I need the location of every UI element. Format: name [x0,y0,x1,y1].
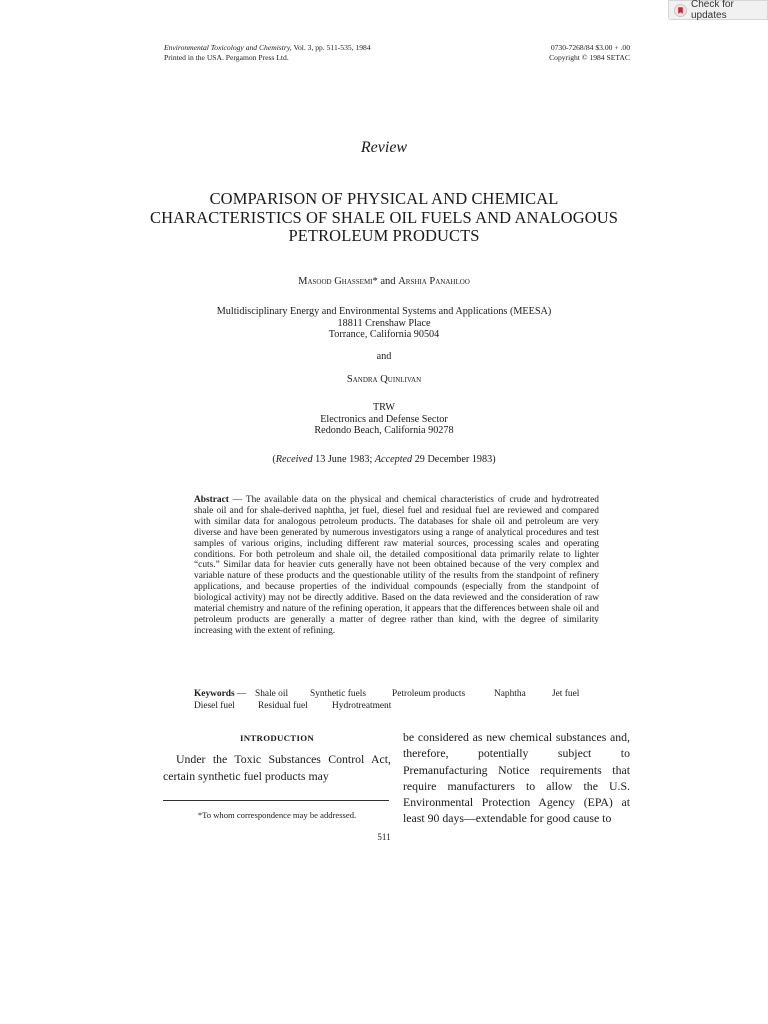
affiliation-1-line-3: Torrance, California 90504 [328,329,440,341]
introduction-left-column: Under the Toxic Substances Control Act, certain synthetic fuel products may [163,752,391,783]
author-line [0,276,768,287]
and-separator: and [376,351,392,362]
abstract-label: Abstract [194,495,229,505]
keyword: Hydrotreatment [332,701,392,711]
title-line-1: COMPARISON OF PHYSICAL AND CHEMICAL [209,189,559,208]
crossmark-icon [674,4,687,17]
journal-citation: Vol. 3, pp. 511-535, 1984 [291,43,371,52]
affiliation-1 [0,306,768,341]
received-open-paren: ( [272,454,276,465]
keyword: Residual fuel [258,701,308,711]
introduction-heading: INTRODUCTION [240,733,314,743]
article-title [0,190,768,246]
author-2: Arshia Panahloo [398,276,470,287]
abstract-text: — The available data on the physical and chemical characteristics of crude and hydrotreated shale oil and for shale-derived naphtha, jet fuel, diesel fuel and residual fuel are reviewed and compared with similar data for analogous petroleum products. The databases for shale oil and petroleum are very diverse and have been generated by numerous investigators using a range of analytical procedures and test samples of various origins, including different raw material sources, processing scales and operating conditions. For both petroleum and shale oil, the detailed compositional data primarily relate to lighter “cuts.” Similar data for heavier cuts generally have not been obtained because of the very complex and variable nature of these products and the questionable utility of the results from the standpoint of refinery applications, and because properties of the individual compounds (especially from the standpoint of biological activity) may not be directly additive. Based on the data reviewed and the consideration of raw material chemistry and nature of the refining operation, it appears that the differences between shale oil and petroleum products are generally a matter of degree rather than kind, with the degree of similarity increasing with the extent of refining. [194,495,599,636]
page-number: 511 [377,832,391,842]
received-date: 13 June 1983; [312,454,375,465]
keyword: Petroleum products [392,689,466,699]
footnote-rule [163,800,389,801]
price-code: 0730-7268/84 $3.00 + .00 [550,43,630,52]
received-dates [0,454,768,465]
affiliation-2-line-3: Redondo Beach, California 90278 [314,425,454,437]
affiliation-2-line-2: Electronics and Defense Sector [320,413,448,425]
keywords-row-1 [194,688,614,700]
affiliation-2 [0,402,768,437]
author-joiner: and [377,276,399,287]
keyword: Diesel fuel [194,701,235,711]
abstract [194,495,599,637]
check-for-updates-button[interactable] [668,0,768,20]
keyword: Naphtha [494,689,526,699]
journal-header [164,43,371,63]
keyword: Jet fuel [552,689,580,699]
keyword: Shale oil [255,689,289,699]
title-line-2: CHARACTERISTICS OF SHALE OIL FUELS AND ANALOGOUS [149,207,619,227]
footnote: *To whom correspondence may be addressed. [197,810,357,820]
accepted-date: 29 December 1983) [412,454,496,465]
section-label: Review [360,139,408,156]
affiliation-2-line-1: TRW [372,402,396,413]
author-3: Sandra Quinlivan [346,374,422,385]
accepted-label: Accepted [374,454,413,465]
journal-name: Environmental Toxicology and Chemistry, [164,43,292,52]
author-1: Masood Ghassemi* [298,276,378,287]
copyright-line: Copyright © 1984 SETAC [549,53,630,62]
affiliation-1-line-1: Multidisciplinary Energy and Environmental Systems and Applications (MEESA) [216,306,552,317]
keywords-dash: — [234,689,247,699]
keywords [194,688,614,712]
title-line-3: PETROLEUM PRODUCTS [288,226,480,245]
keywords-row-2 [194,700,614,712]
keywords-label: Keywords [194,689,235,699]
keyword: Synthetic fuels [310,689,366,699]
check-for-updates-label: Check for updates [691,0,734,21]
introduction-right-column: be considered as new chemical substances and, therefore, potentially subject to Premanufacturing Notice requirements that require manufacturers to allow the U.S. Environmental Protection Agency (EPA) at least 90 days—extendable for good cause to [403,730,630,826]
copyright-header [549,43,630,63]
printed-line: Printed in the USA. Pergamon Press Ltd. [164,53,289,62]
received-label: Received [275,454,313,465]
affiliation-1-line-2: 18811 Crenshaw Place [337,317,431,329]
